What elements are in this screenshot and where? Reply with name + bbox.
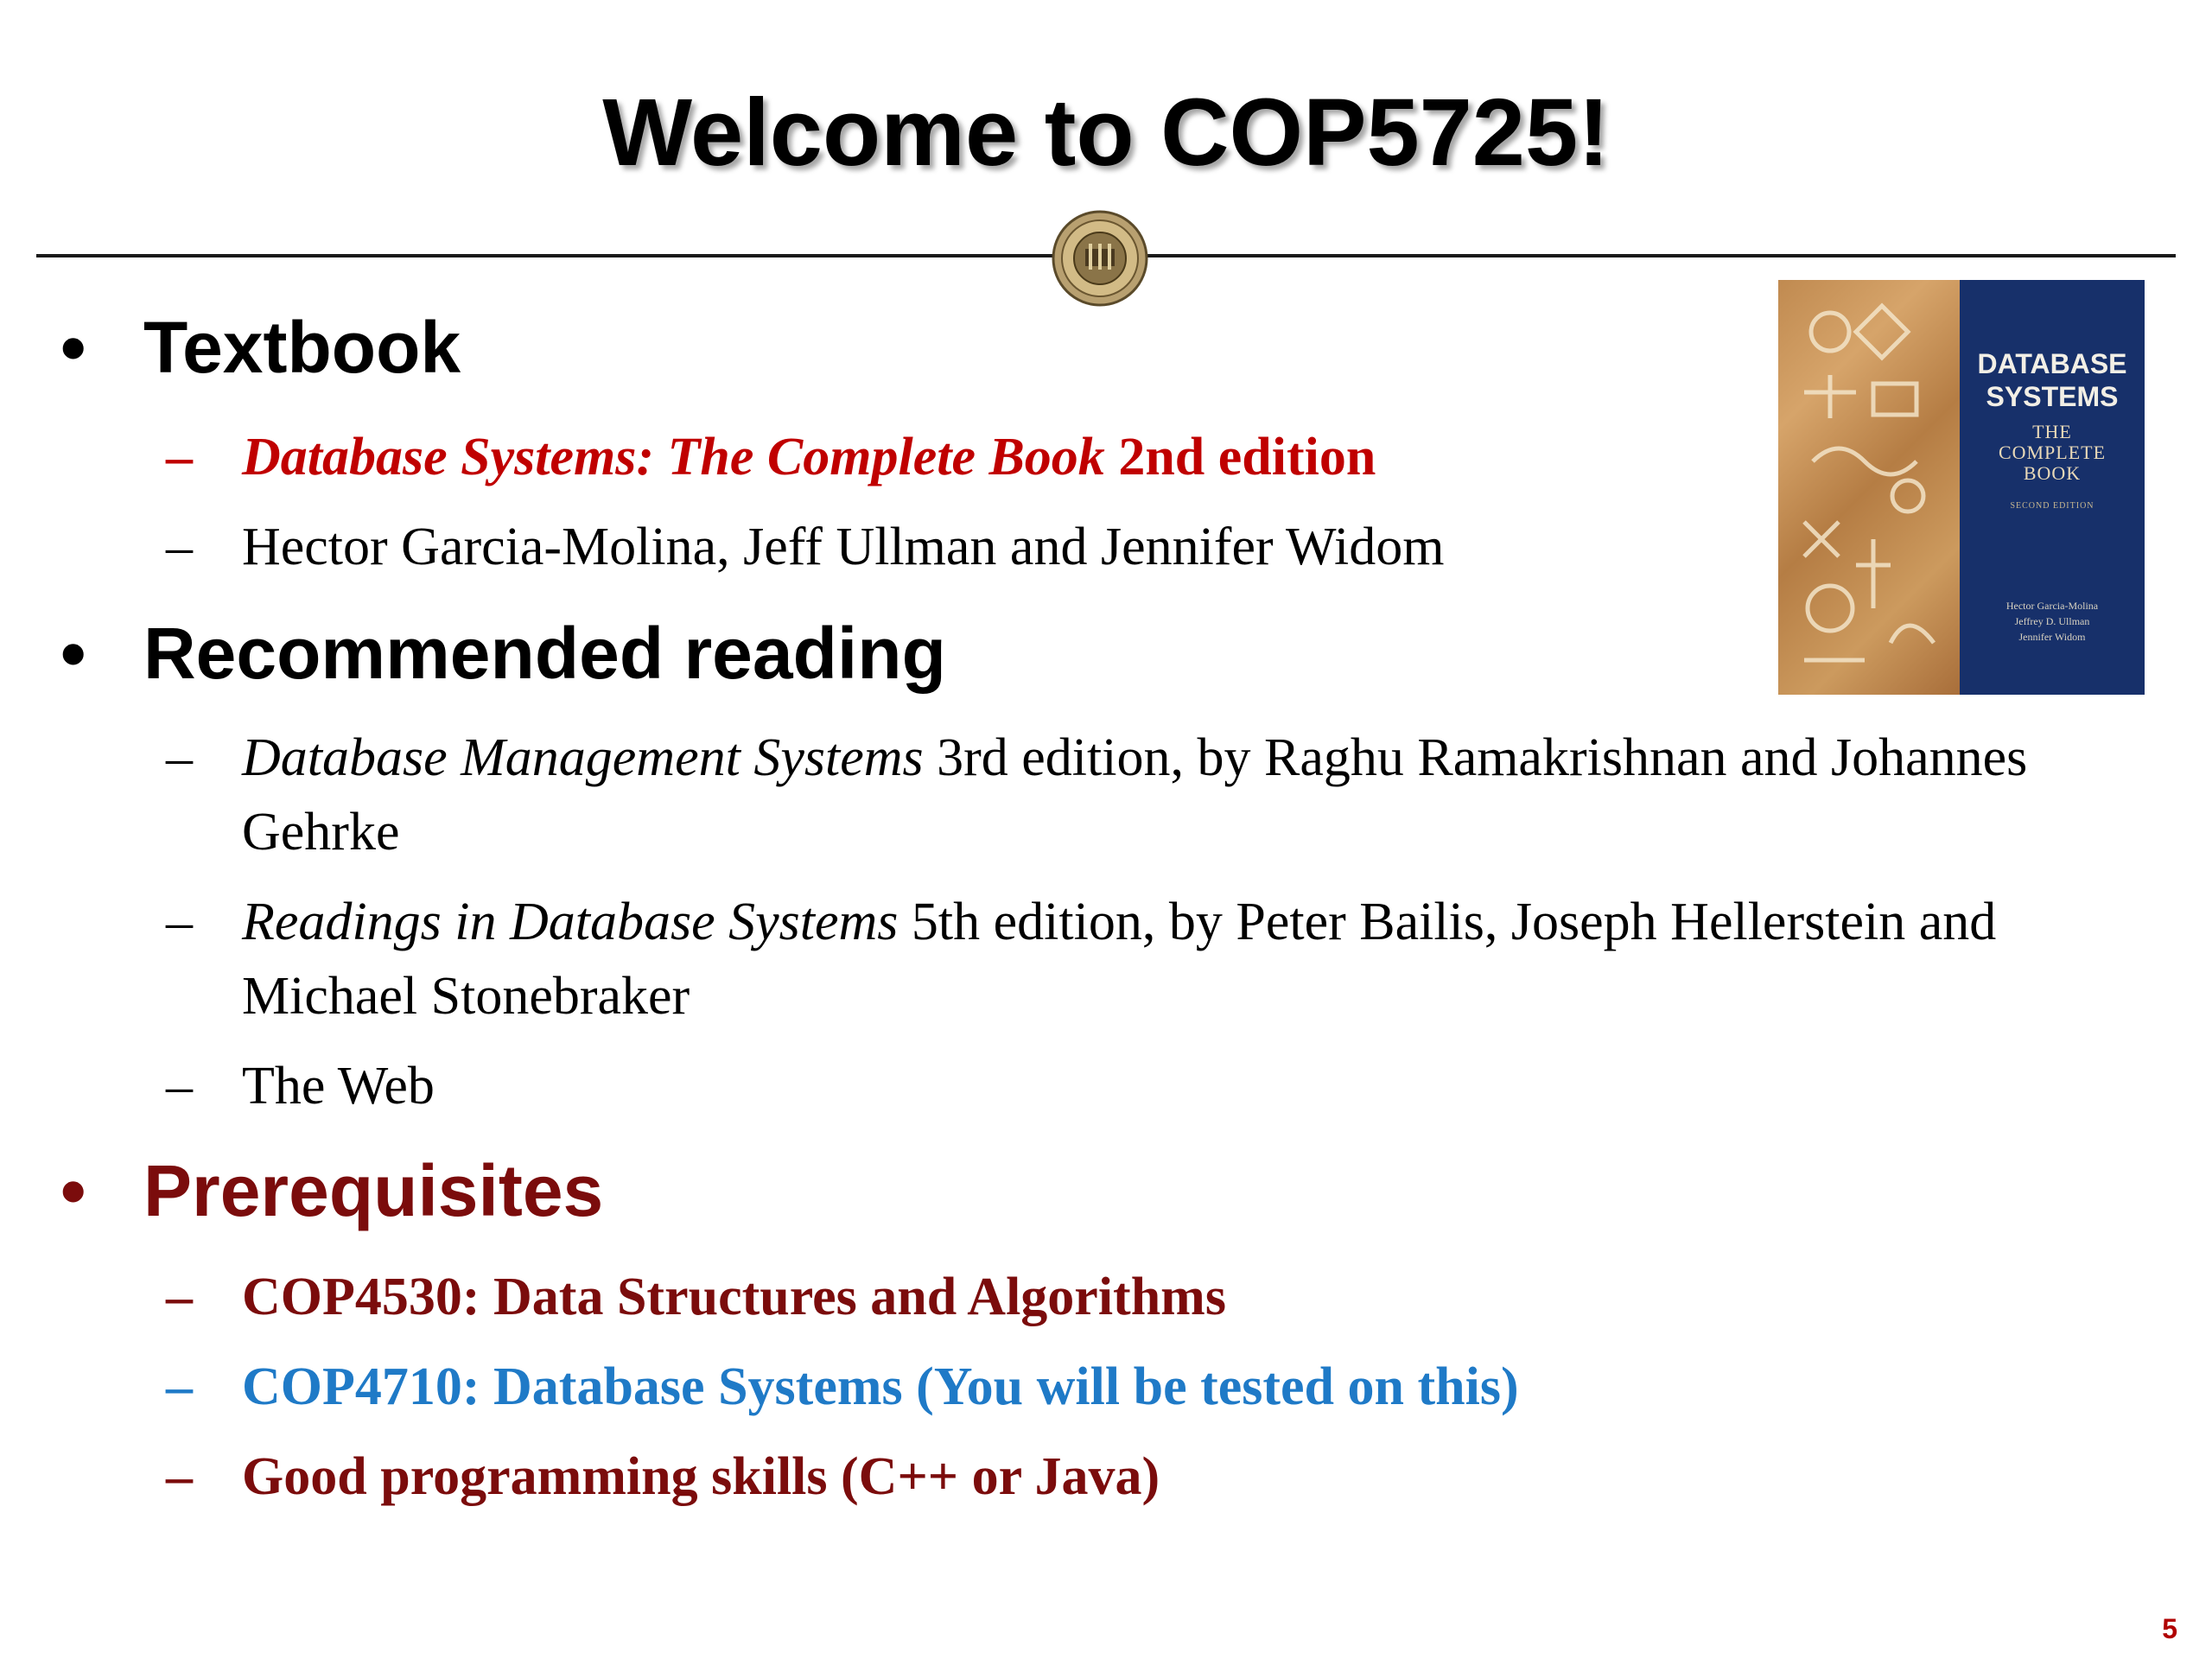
cover-sub-line-1: THE — [2032, 421, 2072, 442]
recommended-item-2 — [166, 885, 1997, 1033]
textbook-edition: 2nd edition — [1104, 428, 1376, 486]
petroglyph-icon — [1778, 280, 1960, 695]
university-seal-icon — [1051, 209, 1149, 308]
prereq-item-2 — [166, 1350, 1519, 1424]
recommended-heading: Recommended reading — [143, 613, 946, 694]
cover-spine — [1960, 280, 2145, 695]
cover-authors — [1960, 598, 2145, 645]
dash-glyph: – — [166, 1268, 193, 1326]
bullet-prerequisites — [60, 1149, 604, 1233]
recommended-title-2: Readings in Database Systems — [242, 893, 899, 951]
recommended-web: The Web — [242, 1057, 435, 1116]
cover-art — [1778, 280, 1960, 695]
slide-title: Welcome to COP5725! — [602, 79, 1610, 186]
bullet-glyph: • — [60, 1150, 86, 1231]
prereq-text-1: COP4530: Data Structures and Algorithms — [242, 1268, 1226, 1326]
dash-glyph: – — [166, 1357, 193, 1416]
cover-sub-line-2: COMPLETE — [1998, 442, 2107, 463]
textbook-heading: Textbook — [143, 307, 461, 388]
bullet-textbook — [60, 306, 461, 390]
prereq-text-2: COP4710: Database Systems (You will be tested on this) — [242, 1357, 1519, 1416]
cover-author-3: Jennifer Widom — [2018, 631, 2086, 643]
recommended-item-3 — [166, 1049, 435, 1123]
bullet-recommended — [60, 612, 946, 696]
textbook-item-1 — [166, 420, 1376, 494]
bullet-glyph: • — [60, 307, 86, 388]
textbook-title: Database Systems: The Complete Book — [242, 428, 1105, 486]
recommended-rest-2: 5th edition, by Peter Bailis, Joseph Hellerstein and — [898, 893, 1997, 951]
dash-glyph: – — [166, 728, 193, 787]
cover-title-line-1: DATABASE — [1977, 348, 2127, 379]
recommended-title-1: Database Management Systems — [242, 728, 924, 787]
book-cover-image — [1778, 280, 2145, 695]
prereq-text-3: Good programming skills (C++ or Java) — [242, 1447, 1160, 1506]
cover-author-1: Hector Garcia-Molina — [2005, 600, 2099, 612]
bullet-glyph: • — [60, 613, 86, 694]
recommended-rest-1b: Gehrke — [242, 803, 400, 861]
recommended-rest-2b: Michael Stonebraker — [242, 967, 690, 1026]
page-number: 5 — [2162, 1613, 2177, 1644]
dash-glyph: – — [166, 893, 193, 951]
cover-subtitle — [1960, 422, 2145, 484]
cover-edition: SECOND EDITION — [2010, 501, 2094, 511]
prereq-item-1 — [166, 1260, 1226, 1334]
dash-glyph: – — [166, 1447, 193, 1506]
textbook-authors: Hector Garcia-Molina, Jeff Ullman and Jennifer Widom — [242, 518, 1445, 576]
prereq-item-3 — [166, 1440, 1160, 1514]
dash-glyph: – — [166, 428, 193, 486]
cover-sub-line-3: BOOK — [2023, 462, 2082, 484]
cover-author-2: Jeffrey D. Ullman — [2014, 615, 2090, 627]
cover-title-line-2: SYSTEMS — [1986, 381, 2119, 412]
dash-glyph: – — [166, 518, 193, 576]
cover-title — [1960, 347, 2145, 413]
recommended-rest-1: 3rd edition, by Raghu Ramakrishnan and Johannes — [923, 728, 2028, 787]
dash-glyph: – — [166, 1057, 193, 1116]
recommended-item-1 — [166, 721, 2028, 869]
textbook-item-2 — [166, 510, 1445, 584]
prerequisites-heading: Prerequisites — [143, 1150, 604, 1231]
